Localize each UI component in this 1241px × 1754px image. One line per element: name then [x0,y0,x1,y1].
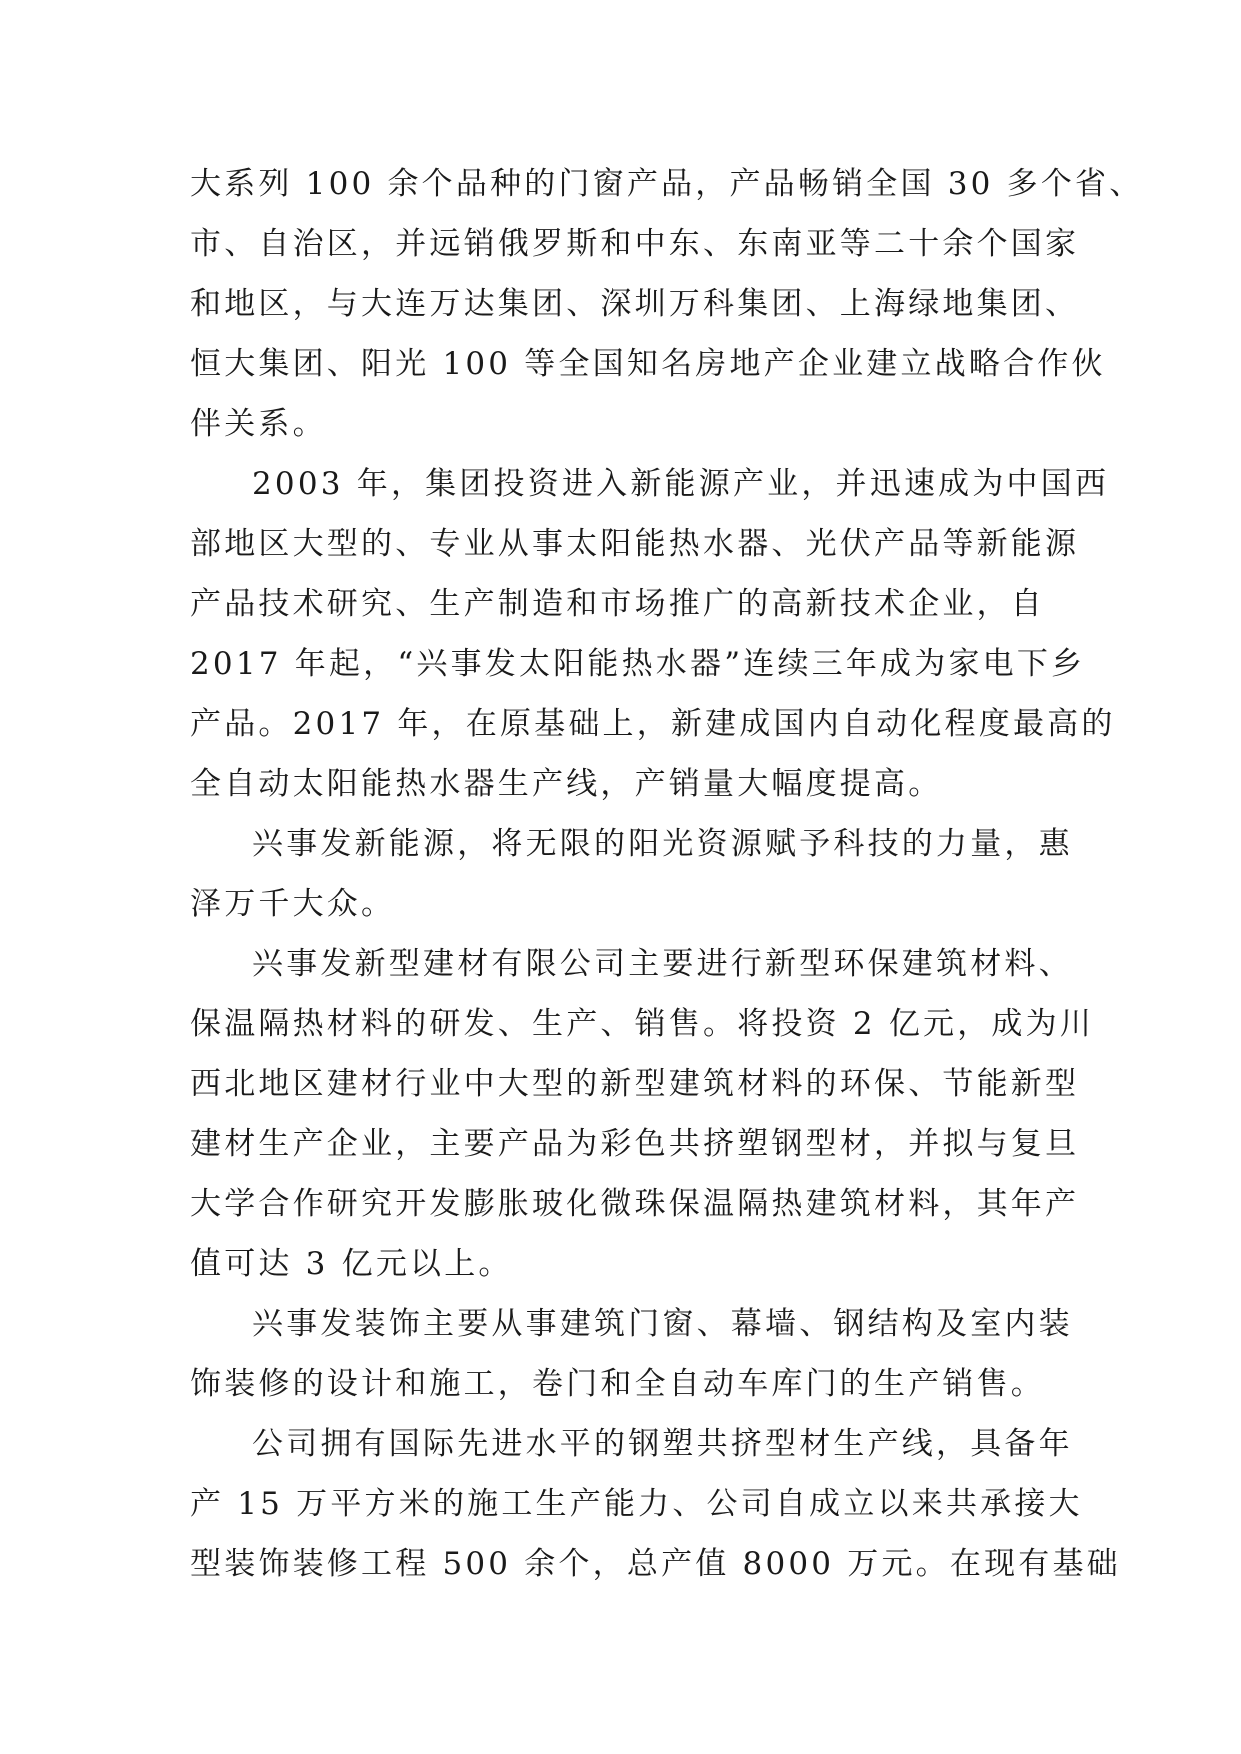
text-line: 值可达 3 亿元以上。 [190,1246,513,1282]
text-line: 市、自治区，并远销俄罗斯和中东、东南亚等二十余个国家 [190,226,1080,262]
text-line: 2017 年起，“兴事发太阳能热水器”连续三年成为家电下乡 [190,646,1086,682]
text-line: 型装饰装修工程 500 余个，总产值 8000 万元。在现有基础 [190,1546,1121,1582]
paragraph-first-line: 兴事发装饰主要从事建筑门窗、幕墙、钢结构及室内装 [252,1306,1073,1342]
text-line: 恒大集团、阳光 100 等全国知名房地产企业建立战略合作伙 [190,346,1106,382]
text-line: 伴关系。 [190,406,327,442]
text-line: 大系列 100 余个品种的门窗产品，产品畅销全国 30 多个省、 [190,166,1144,202]
text-line: 建材生产企业，主要产品为彩色共挤塑钢型材，并拟与复旦 [190,1126,1080,1162]
text-line: 西北地区建材行业中大型的新型建筑材料的环保、节能新型 [190,1066,1080,1102]
text-line: 保温隔热材料的研发、生产、销售。将投资 2 亿元，成为川 [190,1006,1095,1042]
text-line: 产品技术研究、生产制造和市场推广的高新技术企业，自 [190,586,1045,622]
paragraph-first-line: 兴事发新型建材有限公司主要进行新型环保建筑材料、 [252,946,1073,982]
text-line: 和地区，与大连万达集团、深圳万科集团、上海绿地集团、 [190,286,1080,322]
text-line: 大学合作研究开发膨胀玻化微珠保温隔热建筑材料，其年产 [190,1186,1080,1222]
paragraph-first-line: 2003 年，集团投资进入新能源产业，并迅速成为中国西 [252,466,1110,502]
text-line: 饰装修的设计和施工，卷门和全自动车库门的生产销售。 [190,1366,1045,1402]
text-line: 部地区大型的、专业从事太阳能热水器、光伏产品等新能源 [190,526,1080,562]
body-text [190,154,1144,1594]
paragraph-first-line: 公司拥有国际先进水平的钢塑共挤型材生产线，具备年 [252,1426,1073,1462]
text-line: 产 15 万平方米的施工生产能力、公司自成立以来共承接大 [190,1486,1083,1522]
text-line: 产品。2017 年，在原基础上，新建成国内自动化程度最高的 [190,706,1116,742]
text-line: 泽万千大众。 [190,886,396,922]
text-line: 全自动太阳能热水器生产线，产销量大幅度提高。 [190,766,943,802]
paragraph-first-line: 兴事发新能源，将无限的阳光资源赋予科技的力量，惠 [252,826,1073,862]
